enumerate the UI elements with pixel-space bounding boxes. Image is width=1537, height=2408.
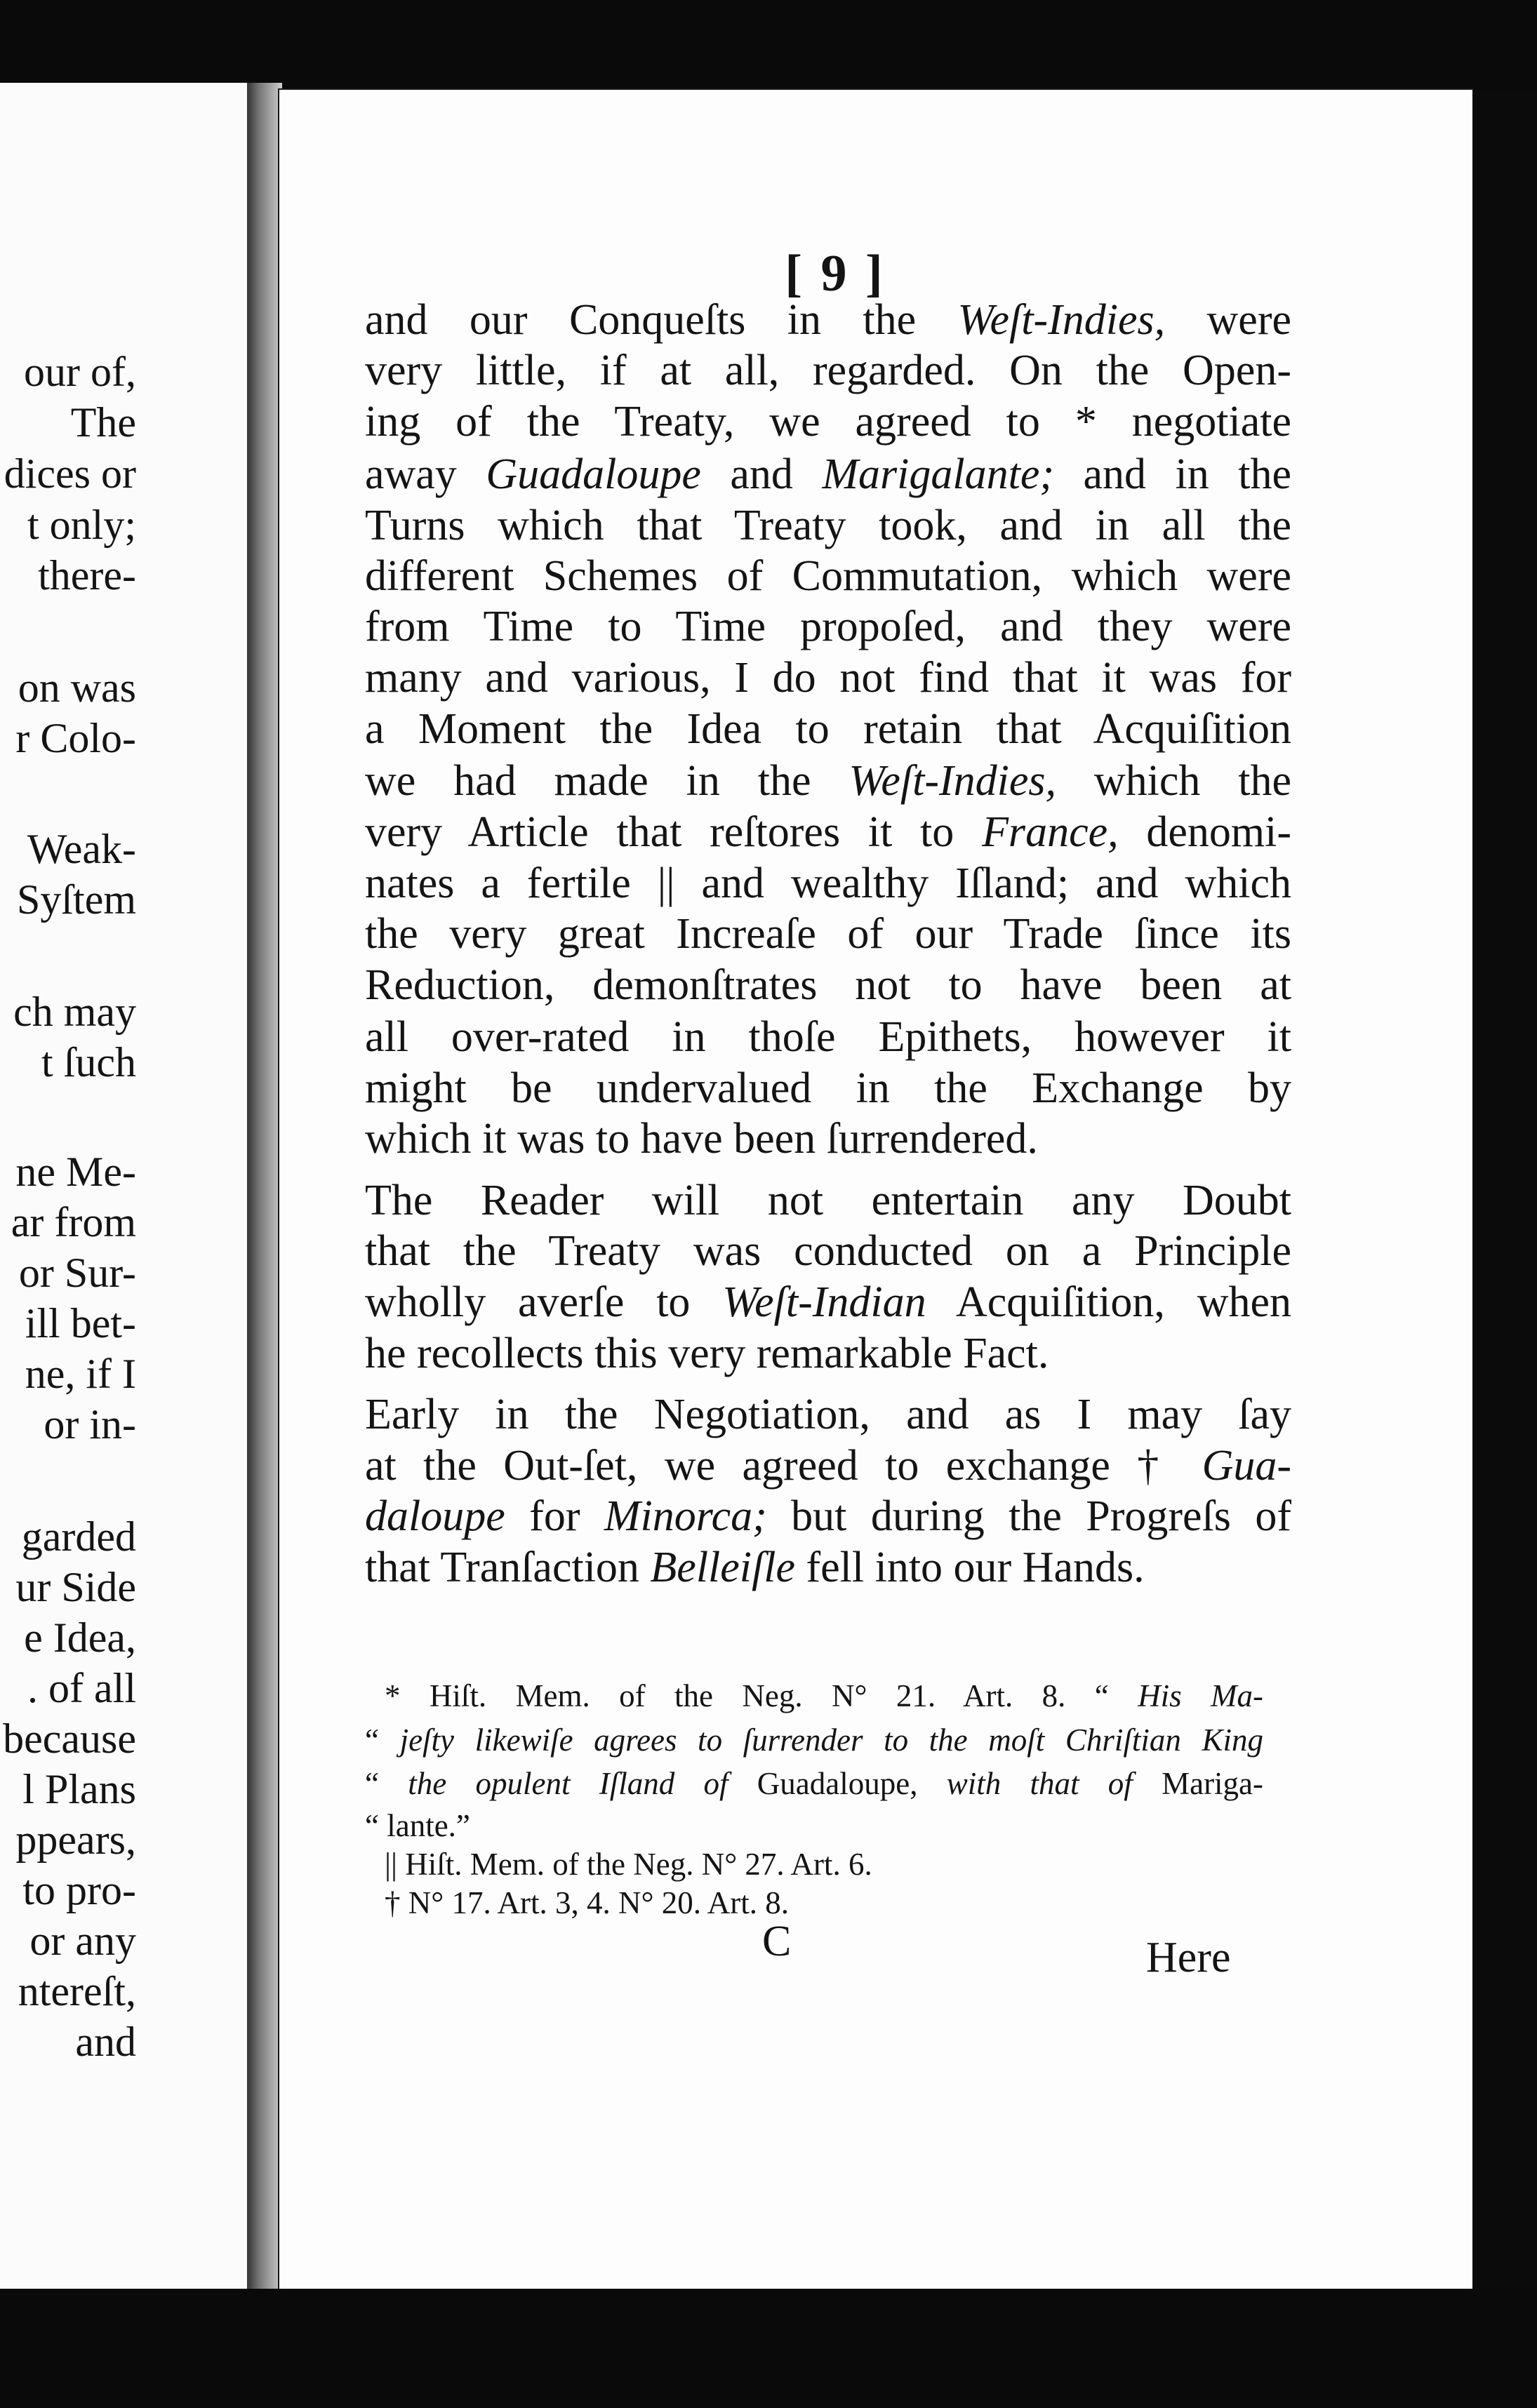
left-page-fragment: ne Me-	[15, 1149, 136, 1195]
text-line	[365, 1115, 1291, 1163]
footnote-line	[365, 1768, 1263, 1800]
text-segment: all over-rated in thoſe Epithets, however it	[365, 1013, 1291, 1061]
text-segment: which it was to have been ſurrendered.	[365, 1115, 1038, 1163]
text-line	[365, 1442, 1291, 1490]
text-segment: were	[1165, 296, 1291, 344]
left-page-fragment: ill bet-	[25, 1300, 136, 1346]
text-line	[365, 1280, 1291, 1324]
left-page-fragment: or in-	[44, 1401, 136, 1447]
left-page-fragment: ntereſt,	[18, 1968, 136, 2014]
text-segment: Turns which that Treaty took, and in all the	[365, 502, 1291, 549]
text-segment: at the Out-ſet, we agreed to exchange †	[365, 1442, 1202, 1490]
left-page-fragment: ar from	[11, 1199, 136, 1245]
left-page-fragment: ppears,	[15, 1817, 136, 1863]
text-line	[365, 912, 1291, 956]
italic-text: Minorca;	[604, 1492, 767, 1540]
text-line	[365, 859, 1291, 907]
left-page	[0, 83, 251, 2289]
text-segment: but during the Progreſs of	[766, 1492, 1291, 1540]
text-line	[365, 504, 1291, 547]
footnote-line	[385, 1887, 1263, 1919]
text-segment: Mariga-	[1132, 1766, 1264, 1801]
left-page-fragment: ur Side	[15, 1564, 136, 1610]
text-segment: many and various, I do not find that it was for	[365, 654, 1291, 702]
left-page-fragment: or any	[29, 1918, 136, 1964]
text-segment: Reduction, demonſtrates not to have been at	[365, 961, 1291, 1009]
text-line	[365, 298, 1291, 342]
text-line	[365, 450, 1291, 498]
text-segment: Acquiſition, when	[926, 1278, 1291, 1326]
text-segment: “	[365, 1723, 400, 1758]
text-line	[365, 707, 1291, 751]
text-segment: very Article that reſtores it to	[365, 808, 983, 856]
text-segment: Early in the Negotiation, and as I may ſay	[365, 1391, 1291, 1438]
text-line	[365, 1393, 1291, 1436]
text-segment: denomi-	[1118, 808, 1291, 856]
text-segment: The Reader will not entertain any Doubt	[365, 1177, 1291, 1224]
book-gutter	[247, 83, 282, 2289]
text-segment: * Hiſt. Mem. of the Neg. N° 21. Art. 8. “	[385, 1678, 1138, 1713]
text-segment: that Tranſaction	[365, 1544, 651, 1591]
italic-text: Weſt-Indian	[722, 1278, 926, 1326]
footnote-line	[365, 1810, 1263, 1842]
text-segment: very little, if at all, regarded. On the Open-	[365, 347, 1291, 394]
left-page-fragment: our of,	[24, 349, 136, 395]
text-segment: wholly averſe to	[365, 1278, 723, 1326]
left-page-fragment: there-	[38, 552, 136, 598]
left-page-fragment: ch may	[13, 989, 136, 1035]
left-page-fragment: dices or	[4, 450, 136, 497]
italic-text: daloupe	[365, 1492, 505, 1540]
text-segment: different Schemes of Commutation, which were	[365, 552, 1291, 600]
text-line	[365, 1494, 1291, 1538]
text-segment: † N° 17. Art. 3, 4. N° 20. Art. 8.	[385, 1885, 789, 1920]
italic-text: Guadaloupe	[486, 450, 701, 498]
footnote-line	[385, 1680, 1263, 1712]
text-segment: a Moment the Idea to retain that Acquiſition	[365, 705, 1291, 753]
text-segment: and our Conqueſts in the	[365, 296, 958, 344]
text-line	[365, 963, 1291, 1007]
text-segment: nates a fertile || and wealthy Iſland; and which	[365, 859, 1291, 907]
left-page-fragment: . of all	[27, 1665, 136, 1711]
italic-text: Belleiſle	[650, 1544, 795, 1591]
left-page-fragment: t only;	[27, 502, 136, 548]
catchword: Here	[1146, 1934, 1231, 1981]
text-line	[365, 349, 1291, 392]
text-segment: “ lante.”	[365, 1808, 470, 1843]
text-segment: ing of the Treaty, we agreed to * negotiate	[365, 398, 1291, 446]
text-line	[365, 398, 1291, 446]
left-page-fragment: The	[70, 399, 136, 446]
text-segment: and	[700, 450, 823, 498]
text-line	[365, 1229, 1291, 1273]
text-segment: the very great Increaſe of our Trade ſince its	[365, 910, 1291, 958]
signature-mark: C	[762, 1918, 792, 1965]
text-line	[365, 1546, 1291, 1589]
text-line	[365, 759, 1291, 803]
footnote-line	[385, 1849, 1263, 1880]
text-segment: that the Treaty was conducted on a Principle	[365, 1227, 1291, 1275]
left-page-fragment: r Colo-	[15, 715, 136, 761]
text-segment: || Hiſt. Mem. of the Neg. N° 27. Art. 6.	[385, 1847, 872, 1882]
left-page-fragment: ne, if I	[25, 1351, 136, 1397]
italic-text: the opulent Iſland of	[408, 1766, 728, 1801]
left-page-fragment: garded	[21, 1513, 136, 1560]
left-page-fragment: or Sur-	[18, 1250, 136, 1296]
left-page-fragment: to pro-	[22, 1867, 136, 1913]
text-segment: we had made in the	[365, 757, 849, 805]
scan-background-bottom	[0, 2289, 1537, 2408]
italic-text: Marigalante;	[822, 450, 1054, 498]
page-number: [ 9 ]	[785, 245, 886, 302]
left-page-fragment: Weak-	[27, 826, 136, 872]
text-line	[365, 1015, 1291, 1059]
italic-text: Weſt-Indies,	[957, 296, 1166, 344]
italic-text: Weſt-Indies,	[849, 757, 1056, 805]
italic-text: jeſty likewiſe agrees to ſurrender to the moſt Chriſtian King	[399, 1723, 1263, 1758]
left-page-fragment: t ſuch	[41, 1039, 136, 1085]
text-segment: which the	[1056, 757, 1292, 805]
text-line	[365, 554, 1291, 598]
text-line	[365, 810, 1291, 854]
italic-text: Gua-	[1202, 1442, 1291, 1490]
italic-text: with that of	[946, 1766, 1133, 1801]
text-line	[365, 1179, 1291, 1222]
left-page-fragment: e Idea,	[24, 1614, 136, 1661]
text-segment: Guadaloupe,	[728, 1766, 947, 1801]
italic-text: His Ma-	[1138, 1678, 1263, 1713]
text-segment: fell into our Hands.	[794, 1544, 1145, 1591]
text-segment: he recollects this very remarkable Fact.	[365, 1330, 1049, 1377]
left-page-fragment: l Plans	[22, 1766, 136, 1812]
left-page-fragment: on was	[18, 664, 136, 711]
text-line	[365, 605, 1291, 648]
text-line	[365, 1066, 1291, 1110]
text-line	[365, 1332, 1291, 1375]
text-line	[365, 656, 1291, 700]
left-page-fragment: because	[3, 1715, 136, 1762]
footnote-line	[365, 1725, 1263, 1756]
left-page-fragment: and	[75, 2019, 136, 2065]
text-segment: for	[505, 1492, 604, 1540]
left-page-fragment: Syſtem	[16, 876, 136, 923]
text-segment: away	[365, 450, 486, 498]
text-segment: and in the	[1054, 450, 1291, 498]
text-segment: might be undervalued in the Exchange by	[365, 1064, 1291, 1112]
text-segment: from Time to Time propoſed, and they were	[365, 603, 1291, 650]
scan-background-right	[1472, 90, 1537, 2303]
italic-text: France,	[982, 808, 1119, 856]
text-segment: “	[365, 1766, 408, 1801]
